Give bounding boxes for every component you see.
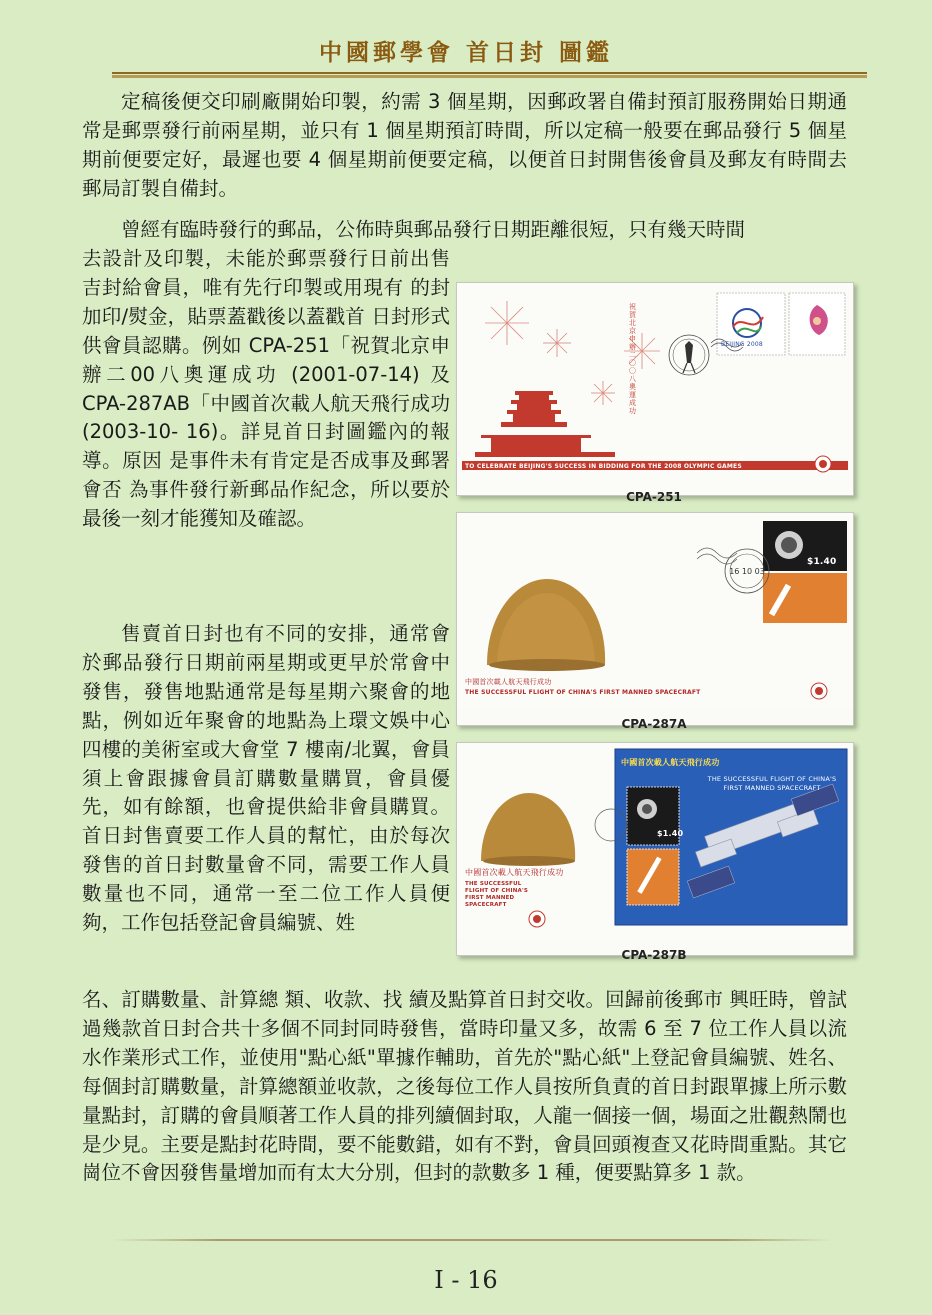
vertical-title: 祝賀北京申辦二〇〇八奧運成功 [629, 303, 637, 415]
footer-divider [112, 1239, 832, 1241]
svg-text:16 10 03: 16 10 03 [729, 567, 765, 576]
header-divider [112, 72, 867, 78]
paragraph-3-continued: 名、訂購數量、計算總 類、收款、找 續及點算首日封交收。回歸前後郵市 興旺時，曾試過幾款首日封合共十多個不同封同時發售，當時印量又多，故需 6 至 7 位工作人員以流水作業形式工作，並使用"點心紙"單據作輔助，首先於"點心紙"上登記會員編號、姓名、每個封訂購數量，計算總額並收款，之後每位工作人員按所負責的首日封跟單據上所示數量點封，訂購的會員順著工作人員的排列續個封取，人龍一個接一個，場面之壯觀熱鬧也是少見。主要是點封花時間，要不能數錯，如有不對，會員回頭複查又花時間重點。其它崗位不會因發售量增加而有太大分別，但封的款數多 1 種，便要點算多 1 款。 [82, 988, 847, 1185]
cover-illustration-cpa-287b [457, 743, 853, 939]
cover-title-cn: 中國首次載人航天飛行成功 [465, 678, 552, 686]
caption-cpa-287a: CPA-287A [621, 717, 687, 731]
page-header-title: 中國郵學會 首日封 圖鑑 [318, 39, 613, 66]
paragraph-3-column: 售賣首日封也有不同的安排，通常會於郵品發行日期前兩星期或更早於常會中發售，發售地點通常是每星期六聚會的地點，例如近年聚會的地點為上環文娛中心四樓的美術室或大會堂 7 樓南/北翼，會員須上會跟據會員訂購數量購買，會員優先，如有餘額，也會提供給非會員購買。首日封售賣要工作人員的幫忙，由於每次發售的首日封數量會不同，需要工作人員數量也不同，通常一至二位工作人員便夠，工作包括登記會員編號、姓 [82, 622, 450, 935]
cover-title-en: THE SUCCESSFUL FLIGHT OF CHINA'S FIRST MANNED SPACECRAFT [465, 881, 529, 908]
sheet-title-cn: 中國首次載人航天飛行成功 [621, 758, 720, 767]
cover-image-cpa-251 [456, 282, 854, 496]
paragraph-2-column: 去設計及印製，未能於郵票發行日前出售吉封給會員，唯有先行印製或用現有 的封加印/熨金，貼票蓋戳後以蓋戳首 日封形式供會員認購。例如 CPA-251「祝賀北京申辦二00八奧運成功 (2001-07-14) 及 CPA-287AB「中國首次載人航天飛行成功 (2003-10- 16)。詳見首日封圖鑑內的報導。原因 是事件未有肯定是否成事及郵署會否 為事件發行新郵品作紀念，所以要於 最後一刻才能獲知及確認。 [82, 247, 450, 531]
stamp-value: $1.40 [807, 557, 837, 567]
stamp-label: BEIJING 2008 [721, 341, 763, 348]
page-number: I - 16 [434, 1266, 498, 1294]
caption-cpa-251: CPA-251 [626, 490, 682, 504]
cover-title-cn: 中國首次載人航天飛行成功 [465, 868, 564, 877]
paragraph-1: 定稿後便交印刷廠開始印製，約需 3 個星期，因郵政署自備封預訂服務開始日期通常是郵票發行前兩星期，並只有 1 個星期預訂時間，所以定稿一般要在郵品發行 5 個星期前便要定好，最遲也要 4 個星期前便要定稿，以便首日封開售後會員及郵友有時間去郵局訂製自備封。 [82, 90, 847, 200]
stamp-value: $1.40 [657, 829, 684, 838]
paragraph-2-intro: 曾經有臨時發行的郵品，公佈時與郵品發行日期距離很短，只有幾天時間 [121, 218, 746, 241]
cover-bottom-text: TO CELEBRATE BEIJING'S SUCCESS IN BIDDING FOR THE 2008 OLYMPIC GAMES [465, 463, 742, 470]
cover-image-cpa-287b [456, 742, 854, 956]
sheet-title-en: THE SUCCESSFUL FLIGHT OF CHINA'S FIRST MANNED SPACECRAFT [707, 775, 837, 792]
cover-image-cpa-287a [456, 512, 854, 726]
caption-cpa-287b: CPA-287B [621, 948, 687, 962]
cover-title-en: THE SUCCESSFUL FLIGHT OF CHINA'S FIRST MANNED SPACECRAFT [465, 689, 701, 696]
